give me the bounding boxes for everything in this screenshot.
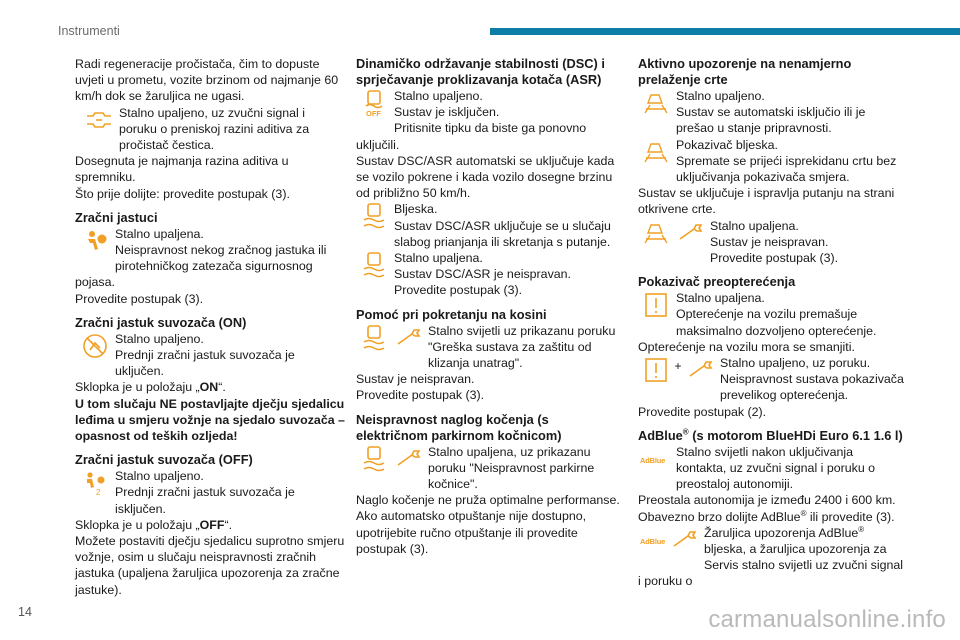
warning-item-emergency-braking: Stalno upaljena, uz prikazanu poruku "Neispravnost parkirne kočnice". bbox=[356, 444, 620, 493]
warning-item-airbags: Stalno upaljena. Neispravnost nekog zračnog jastuka ili pirotehničkog zatezača sigurnosnog pojasa. bbox=[75, 226, 327, 290]
passenger-airbag-on-icon bbox=[81, 332, 109, 360]
warning-item-adblue-a: AdBlue Stalno svijetli nakon uključivanja kontakta, uz zvučni signal i poruku o preostaloj autonomiji. bbox=[640, 444, 876, 492]
heading-passenger-airbag-on: Zračni jastuk suvozača (ON) bbox=[75, 314, 247, 330]
overload-warning-icon bbox=[642, 291, 670, 319]
column-3: Aktivno upozorenje na nenamjerno prelaženje crte Stalno upaljeno. Sustav se automatski isključio ili je prešao u stanje pripravnosti. Pokazivač bljeska. Spremate se prijeći isprekidanu crtu bez uključivanja pokazivača smjera. Sustav se uključuje i ispravlja putanju na strani otkrivene crte. Stalno upaljena. Sustav je neispravan. Provedite postupak (3). Pokazivač preopterećenja Stalno upaljena. Opterećenje na vozilu premašuje maksimalno dozvoljeno opterećenje. Opterećenje na vozilu mora se smanjiti. + Stalno upaljeno, uz poruku. Neispravnost sustava pokazivača prevelikog opterećenja. Provedite postupak (2). AdBlue® (s motorom BlueHDi Euro 6.1 1.6 l) AdBlue Stalno svijetli nakon uključivanja kontakta, uz zvučni signal i poruku o preostaloj autonomiji. Preostala autonomija je između 2400 i 600 km. Obavezno brzo dolijte AdBlue® ili provedite (3). AdBlue Žaruljica upozorenja AdBlue® bljeska, a žaruljica upozorenja za Servis stalno svijetli uz zvučni signal i poruku o bbox=[638, 56, 904, 589]
airbag-icon bbox=[81, 227, 109, 255]
heading-dsc-asr: Dinamičko održavanje stabilnosti (DSC) i sprječavanje proklizavanja kotača (ASR) bbox=[356, 56, 605, 87]
warning-item-lane-c: Stalno upaljena. Sustav je neispravan. bbox=[638, 218, 904, 250]
heading-lane-departure: Aktivno upozorenje na nenamjerno prelaženje crte bbox=[638, 56, 852, 87]
wrench-icon bbox=[670, 526, 698, 554]
warning-item-overload-b: + Stalno upaljeno, uz poruku. Neispravnost sustava pokazivača prevelikog opterećenja. bbox=[638, 355, 904, 404]
heading-airbags: Zračni jastuci bbox=[75, 209, 158, 225]
page-number: 14 bbox=[18, 605, 32, 619]
wrench-icon bbox=[676, 219, 704, 247]
heading-adblue: AdBlue® (s motorom BlueHDi Euro 6.1 1.6 l) bbox=[638, 427, 903, 443]
warning-item-passenger-off: 2 Stalno upaljeno. Prednji zračni jastuk suvozača je isključen. bbox=[75, 468, 345, 517]
warning-item-dsc-flash: Bljeska. Sustav DSC/ASR uključuje se u slučaju slabog prianjanja ili skretanja s putanje. bbox=[356, 201, 620, 250]
dsc-asr-icon bbox=[360, 251, 388, 279]
particle-filter-icon bbox=[85, 106, 113, 134]
warning-item-hill-start: Stalno svijetli uz prikazanu poruku "Greška sustava za zaštitu od klizanja unatrag". bbox=[356, 323, 620, 372]
warning-item-lane-a: Stalno upaljeno. Sustav se automatski isključio ili je prešao u stanje pripravnosti. bbox=[638, 88, 904, 137]
warning-item-dsc-fault: Stalno upaljena. Sustav DSC/ASR je neispravan. bbox=[356, 250, 620, 282]
dsc-off-icon bbox=[360, 89, 388, 117]
dsc-asr-icon bbox=[360, 202, 388, 230]
wrench-icon bbox=[394, 324, 422, 352]
lane-departure-icon bbox=[642, 138, 670, 166]
column-1: Radi regeneracije pročistača, čim to dopuste uvjeti u prometu, vozite brzinom od najmanje 60 km/h dok se žaruljica ne ugasi. Stalno upaljeno, uz zvučni signal i poruku o preniskoj razini aditiva za pročistač čestica. Dosegnuta je najmanja razina aditiva u spremniku. Što prije dolijte: provedite postupak (3). Zračni jastuci Stalno upaljena. Neispravnost nekog zračnog jastuka ili pirotehničkog zatezača sigurnosnog pojasa. Provedite postupak (3). Zračni jastuk suvozača (ON) Stalno upaljeno. Prednji zračni jastuk suvozača je uključen. Sklopka je u položaju „ON“. U tom slučaju NE postavljajte dječju sjedalicu leđima u smjeru vožnje na sjedalo suvozača – opasnost od teških ozljeda! Zračni jastuk suvozača (OFF) 2 Stalno upaljeno. Prednji zračni jastuk suvozača je isključen. Sklopka je u položaju „OFF“. Možete postaviti dječju sjedalicu suprotno smjeru vožnje, osim u slučaju neispravnosti zračnih jastuka (upaljena žaruljica upozorenja za zračne jastuke). bbox=[75, 57, 345, 597]
warning-text: U tom slučaju NE postavljajte dječju sjedalicu leđima u smjeru vožnje na sjedalo suvozača – opasnost od teških ozljeda! bbox=[75, 396, 345, 444]
paragraph: Radi regeneracije pročistača, čim to dopuste uvjeti u prometu, vozite brzinom od najmanje 60 km/h dok se žaruljica ne ugasi. bbox=[75, 57, 339, 104]
warning-item-adblue-b: AdBlue Žaruljica upozorenja AdBlue® bljeska, a žaruljica upozorenja za Servis stalno svijetli uz zvučni signal i poruku o bbox=[638, 524, 904, 589]
heading-hill-start: Pomoć pri pokretanju na kosini bbox=[356, 306, 547, 322]
plus-sign: + bbox=[674, 359, 682, 374]
dsc-asr-icon bbox=[360, 445, 388, 473]
section-accent-bar bbox=[490, 28, 960, 35]
adblue-icon: AdBlue bbox=[640, 536, 666, 546]
warning-item-lane-b: Pokazivač bljeska. Spremate se prijeći isprekidanu crtu bez uključivanja pokazivača smjera. bbox=[638, 137, 904, 186]
heading-emergency-braking: Neispravnost naglog kočenja (s električnom parkirnom kočnicom) bbox=[356, 411, 562, 443]
svg-text:OFF: OFF bbox=[366, 109, 381, 117]
wrench-icon bbox=[394, 445, 422, 473]
warning-item-passenger-on: Stalno upaljeno. Prednji zračni jastuk suvozača je uključen. bbox=[75, 331, 345, 380]
section-title: Instrumenti bbox=[58, 24, 120, 38]
column-2: Dinamičko održavanje stabilnosti (DSC) i sprječavanje proklizavanja kotača (ASR) OFF Stalno upaljeno. Sustav je isključen. Pritisnite tipku da biste ga ponovno uključili. Sustav DSC/ASR automatski se uključuje kada se vozilo pokrene i kada vozilo dosegne brzinu od približno 50 km/h. Bljeska. Sustav DSC/ASR uključuje se u slučaju slabog prianjanja ili skretanja s putanje. Stalno upaljena. Sustav DSC/ASR je neispravan. Provedite postupak (3). Pomoć pri pokretanju na kosini Stalno svijetli uz prikazanu poruku "Greška sustava za zaštitu od klizanja unatrag". Sustav je neispravan. Provedite postupak (3). Neispravnost naglog kočenja (s električnom parkirnom kočnicom) Stalno upaljena, uz prikazanu poruku "Neispravnost parkirne kočnice". Naglo kočenje ne pruža optimalne performanse. Ako automatsko otpuštanje nije dostupno, upotrijebite ručno otpuštanje ili provedite postupak (3). bbox=[356, 56, 620, 556]
overload-warning-icon bbox=[642, 356, 670, 384]
warning-item-overload-a: Stalno upaljena. Opterećenje na vozilu premašuje maksimalno dozvoljeno opterećenje. bbox=[638, 290, 904, 339]
lane-departure-icon bbox=[642, 89, 670, 117]
watermark: carmanualsonline.info bbox=[708, 606, 946, 633]
adblue-icon: AdBlue bbox=[640, 455, 666, 465]
lane-departure-icon bbox=[642, 219, 670, 247]
dsc-asr-icon bbox=[360, 324, 388, 352]
wrench-icon bbox=[686, 356, 714, 384]
svg-text:2: 2 bbox=[96, 488, 101, 498]
passenger-airbag-off-icon bbox=[81, 469, 109, 497]
warning-item-additive: Stalno upaljeno, uz zvučni signal i poruku o preniskoj razini aditiva za pročistač čestica. bbox=[75, 105, 345, 154]
heading-overload: Pokazivač preopterećenja bbox=[638, 274, 796, 290]
warning-item-dsc-off: OFF Stalno upaljeno. Sustav je isključen. bbox=[356, 88, 620, 120]
heading-passenger-airbag-off: Zračni jastuk suvozača (OFF) bbox=[75, 452, 253, 468]
